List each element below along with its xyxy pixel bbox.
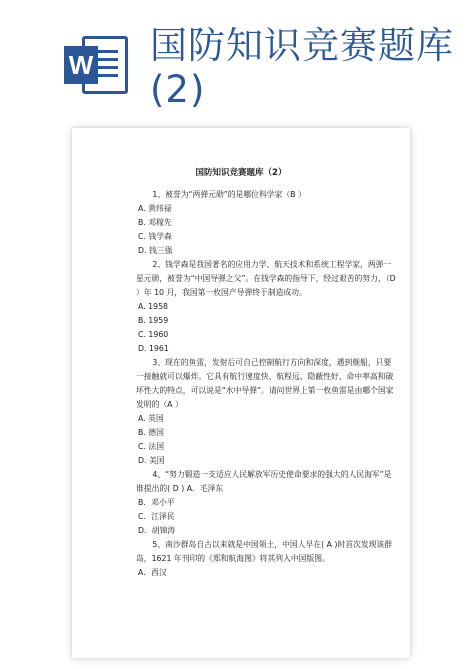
header [0, 0, 474, 120]
document-page [72, 128, 410, 658]
answer-option: C. 法国 [138, 442, 164, 451]
answer-option: D. 钱三强 [138, 246, 173, 255]
answer-option: A. 1958 [138, 302, 168, 311]
word-icon [60, 30, 132, 100]
answer-option: D．胡锦涛 [138, 526, 176, 535]
answer-option: D. 1961 [138, 344, 169, 353]
question-text: 3、现在的鱼雷，发射后可自己控制航行方向和深度，遇到舰船，只要一接触就可以爆炸。它具有航行速度快、航程远、隐蔽性好、命中率高和破坏性大的特点，可以说是“水中导弹”。请问世界上第一枚鱼雷是由哪个国家发明的（A ） [136, 358, 394, 409]
question-text: 1、被誉为“两弹元勋”的是哪位科学家（B ） [152, 190, 306, 199]
answer-option: C. 1960 [138, 330, 169, 339]
question-text: 5、南沙群岛自古以来就是中国领土，中国人早在( A )时首次发现该群岛，1621 年刊印的《郑和航海图》将其列入中国版图。 [136, 540, 393, 563]
question-text: 2、钱学森是我国著名的应用力学、航天技术和系统工程学家，两弹一星元勋，被誉为“中国导弹之父”。在钱学森的指导下，经过艰苦的努力，（D ）年 10 月，我国第一枚国产导弹终于制造成功。 [136, 260, 396, 297]
answer-option: C. 钱学森 [138, 232, 172, 241]
answer-option: D. 美国 [138, 456, 165, 465]
answer-option: B. 1959 [138, 316, 169, 325]
answer-option: C．江泽民 [138, 512, 175, 521]
document-body [136, 188, 398, 580]
answer-option: B. 德国 [138, 428, 164, 437]
page-title-line1: 国防知识竞赛题库 [150, 24, 454, 67]
answer-option: A．西汉 [138, 568, 167, 577]
page-title [150, 24, 470, 112]
answer-option: B．邓小平 [138, 498, 175, 507]
answer-option: A. 黄纬禄 [138, 204, 172, 213]
answer-option: A. 英国 [138, 414, 164, 423]
question-text: 4、“努力锻造一支适应人民解放军历史使命要求的强大的人民海军”是谁提出的( D ) A．毛泽东 [136, 470, 392, 493]
page-title-line2: (2) [150, 68, 206, 111]
word-badge: W [64, 46, 98, 84]
document-title: 国防知识竞赛题库（2） [195, 168, 287, 178]
answer-option: B. 邓稼先 [138, 218, 172, 227]
